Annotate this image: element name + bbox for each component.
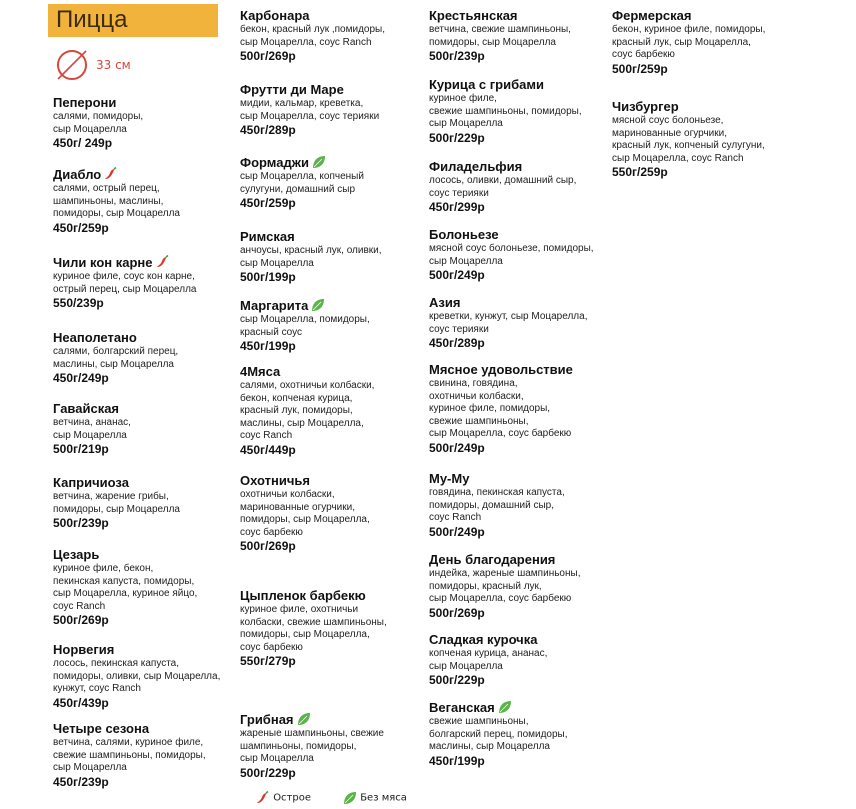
item-price: 450г/259р: [240, 196, 296, 210]
item-ingredients: бекон, копченая курица,: [240, 392, 353, 404]
item-ingredients: анчоусы, красный лук, оливки,: [240, 245, 382, 256]
menu-item: [53, 475, 238, 531]
menu-item: [240, 8, 425, 64]
item-name: Крестьянская: [429, 8, 518, 23]
item-ingredients: соус терияки: [429, 323, 489, 335]
menu-item: [429, 362, 614, 456]
item-name: Диабло: [53, 167, 102, 182]
item-ingredients: соус барбекю: [240, 641, 303, 653]
item-ingredients: куриное филе, помидоры,: [429, 403, 551, 414]
item-ingredients: говядина, пекинская капуста,: [429, 487, 565, 498]
menu-item: [429, 8, 614, 64]
item-ingredients: куриное филе,: [429, 93, 497, 104]
item-ingredients: помидоры, сыр Моцарелла,: [240, 629, 370, 640]
item-price: 450г/ 249р: [53, 136, 113, 150]
item-ingredients: красный лук, копченый сулугуни,: [612, 140, 765, 151]
item-price: 500г/229р: [240, 765, 296, 780]
item-ingredients: свинина, говядина,: [429, 378, 518, 389]
item-name: Му-Му: [429, 471, 470, 486]
item-ingredients: маринованные огурчики,: [612, 127, 727, 139]
item-price: 450г/199р: [429, 753, 485, 768]
item-price: 450г/249р: [53, 371, 109, 385]
item-ingredients: жареные шампиньоны, свежие: [240, 728, 384, 739]
item-name: Гавайская: [53, 401, 120, 416]
item-name: День благодарения: [429, 552, 556, 567]
item-ingredients: свежие шампиньоны, помидоры,: [429, 105, 582, 117]
item-price: 500г/269р: [240, 539, 296, 553]
item-price: 500г/269р: [53, 613, 109, 627]
item-ingredients: шампиньоны, помидоры,: [240, 740, 357, 752]
item-ingredients: сыр Моцарелла: [240, 257, 314, 269]
menu-item: [53, 167, 238, 236]
item-ingredients: сыр Моцарелла, соус барбекю: [429, 593, 572, 604]
item-price: 450г/199р: [240, 339, 296, 353]
item-ingredients: сыр Моцарелла: [429, 255, 503, 267]
legend-spicy-label: Острое: [273, 792, 311, 804]
legend-spicy: [256, 791, 311, 805]
item-name: Маргарита: [240, 298, 309, 313]
item-ingredients: соус терияки: [429, 187, 489, 199]
item-ingredients: сулугуни, домашний сыр: [240, 183, 356, 195]
item-ingredients: салями, острый перец,: [53, 183, 160, 194]
menu-item: [240, 82, 425, 138]
chili-pepper-icon: [156, 255, 170, 269]
item-ingredients: сыр Моцарелла, соус Ranch: [240, 36, 372, 48]
item-name: Веганская: [429, 700, 495, 715]
menu-item: [240, 298, 425, 354]
item-ingredients: сыр Моцарелла: [429, 660, 503, 672]
item-price: 550г/279р: [240, 654, 296, 668]
item-ingredients: сыр Моцарелла, соус терияки: [240, 110, 380, 122]
item-ingredients: креветки, кунжут, сыр Моцарелла,: [429, 311, 588, 322]
menu-item: [429, 77, 614, 146]
item-ingredients: бекон, куриное филе, помидоры,: [612, 24, 766, 35]
item-name: Грибная: [240, 712, 294, 727]
item-ingredients: салями, охотничьи колбаски,: [240, 380, 375, 391]
item-price: 450г/299р: [429, 200, 485, 214]
menu-item: [240, 229, 425, 285]
item-name: Карбонара: [240, 8, 310, 23]
item-ingredients: красный лук, помидоры,: [240, 405, 353, 416]
item-ingredients: помидоры, оливки, сыр Моцарелла,: [53, 670, 221, 682]
item-name: Формаджи: [240, 155, 309, 170]
item-price: 500г/219р: [53, 442, 109, 456]
pizza-size-icon: [55, 48, 89, 82]
item-ingredients: салями, болгарский перец,: [53, 346, 179, 357]
item-ingredients: кунжут, соус Ranch: [53, 683, 141, 694]
item-ingredients: лосось, оливки, домашний сыр,: [429, 175, 577, 186]
item-name: Цезарь: [53, 547, 100, 562]
item-name: Капричиоза: [53, 475, 129, 490]
item-ingredients: помидоры, сыр Моцарелла,: [240, 514, 370, 525]
item-price: 550г/259р: [612, 165, 668, 179]
item-ingredients: охотничьи колбаски,: [240, 489, 335, 500]
item-ingredients: свежие шампиньоны,: [429, 415, 529, 427]
leaf-icon: [343, 791, 357, 805]
menu-item: [53, 401, 238, 457]
item-ingredients: соус барбекю: [612, 49, 675, 60]
item-name: Четыре сезона: [53, 721, 150, 736]
item-name: Пеперони: [53, 95, 117, 110]
item-ingredients: маслины, сыр Моцарелла: [53, 358, 174, 370]
item-name: Болоньезе: [429, 227, 499, 242]
item-ingredients: колбаски, свежие шампиньоны,: [240, 616, 387, 628]
chili-pepper-icon: [256, 791, 270, 805]
menu-item: [429, 295, 614, 351]
item-price: 450г/289р: [429, 336, 485, 350]
item-name: Норвегия: [53, 642, 115, 657]
item-ingredients: помидоры, сыр Моцарелла: [53, 208, 180, 219]
item-ingredients: куриное филе, соус кон карне,: [53, 271, 195, 282]
leaf-icon: [297, 712, 311, 726]
item-ingredients: соус Ranch: [53, 600, 106, 612]
item-ingredients: сыр Моцарелла, копченый: [240, 171, 364, 182]
item-name: Мясное удовольствие: [429, 362, 573, 377]
legend-veg-label: Без мяса: [360, 792, 407, 804]
item-ingredients: мидии, кальмар, креветка,: [240, 98, 364, 109]
item-price: 500г/249р: [429, 268, 485, 282]
leaf-icon: [312, 155, 326, 169]
item-name: Азия: [429, 295, 461, 310]
menu-item: [53, 95, 238, 151]
item-ingredients: красный лук, сыр Моцарелла,: [612, 36, 751, 48]
menu-item: [53, 330, 238, 386]
menu-item: [53, 642, 238, 711]
menu-item: [429, 227, 614, 283]
item-name: Цыпленок барбекю: [240, 588, 366, 603]
item-ingredients: сыр Моцарелла: [429, 118, 503, 129]
item-price: 500г/259р: [612, 61, 668, 76]
item-ingredients: охотничьи колбаски,: [429, 390, 524, 402]
menu-item: [429, 552, 614, 621]
item-price: 500г/229р: [429, 673, 485, 687]
item-ingredients: шампиньоны, маслины,: [53, 195, 164, 207]
item-price: 500г/269р: [429, 605, 485, 620]
item-price: 500г/239р: [429, 49, 485, 63]
item-ingredients: ветчина, жарение грибы,: [53, 491, 169, 502]
chili-pepper-icon: [104, 167, 118, 181]
item-price: 500г/249р: [429, 440, 485, 455]
item-ingredients: ветчина, салями, куриное филе,: [53, 737, 204, 748]
menu-item: [53, 547, 238, 628]
item-ingredients: маслины, сыр Моцарелла: [429, 741, 550, 752]
item-ingredients: индейка, жареные шампиньоны,: [429, 568, 581, 579]
item-ingredients: свежие шампиньоны, помидоры,: [53, 749, 206, 761]
item-ingredients: копченая курица, ананас,: [429, 648, 548, 659]
item-ingredients: сыр Моцарелла, куриное яйцо,: [53, 588, 198, 599]
item-ingredients: помидоры, красный лук,: [429, 580, 542, 592]
item-name: Чизбургер: [612, 99, 679, 114]
menu-item: [53, 255, 238, 311]
item-ingredients: свежие шампиньоны,: [429, 716, 529, 727]
page-title: Пицца: [56, 6, 128, 33]
item-price: 500г/199р: [240, 270, 296, 284]
item-ingredients: куриное филе, охотничьи: [240, 604, 359, 615]
item-price: 450г/439р: [53, 695, 109, 710]
item-name: 4Мяса: [240, 364, 281, 379]
item-ingredients: ветчина, ананас,: [53, 417, 131, 428]
item-ingredients: пекинская капуста, помидоры,: [53, 575, 195, 587]
menu-item: [429, 632, 614, 688]
item-price: 500г/239р: [53, 516, 109, 530]
item-ingredients: соус Ranch: [240, 430, 293, 441]
header-bar: [48, 4, 218, 37]
item-name: Фрутти ди Маре: [240, 82, 344, 97]
menu-item: [240, 473, 425, 554]
item-price: 500г/249р: [429, 524, 485, 539]
item-ingredients: помидоры, сыр Моцарелла: [429, 36, 556, 48]
item-name: Курица с грибами: [429, 77, 544, 92]
item-ingredients: салями, помидоры,: [53, 111, 144, 122]
item-price: 550/239р: [53, 296, 104, 310]
item-ingredients: сыр Моцарелла, соус барбекю: [429, 428, 572, 439]
item-ingredients: красный соус: [240, 326, 303, 338]
item-ingredients: маринованные огурчики,: [240, 501, 355, 513]
item-ingredients: мясной соус болоньезе, помидоры,: [429, 243, 594, 254]
item-ingredients: лосось, пекинская капуста,: [53, 658, 180, 669]
item-ingredients: сыр Моцарелла, соус Ranch: [612, 152, 744, 164]
item-ingredients: сыр Моцарелла, помидоры,: [240, 314, 370, 325]
item-price: 450г/289р: [240, 123, 296, 137]
item-ingredients: сыр Моцарелла: [53, 762, 127, 773]
item-price: 500г/269р: [240, 49, 296, 63]
item-ingredients: куриное филе, бекон,: [53, 563, 154, 574]
item-ingredients: соус барбекю: [240, 526, 303, 538]
item-ingredients: болгарский перец, помидоры,: [429, 728, 568, 740]
menu-item: [429, 700, 614, 769]
item-ingredients: сыр Моцарелла: [240, 753, 314, 764]
pizza-size-label: 33 см: [96, 58, 131, 72]
item-price: 450г/449р: [240, 442, 296, 457]
item-price: 450г/259р: [53, 220, 109, 235]
item-name: Римская: [240, 229, 295, 244]
leaf-icon: [498, 700, 512, 714]
item-name: Охотничья: [240, 473, 310, 488]
menu-item: [612, 99, 797, 180]
item-name: Сладкая курочка: [429, 632, 538, 647]
item-ingredients: сыр Моцарелла: [53, 429, 127, 441]
menu-item: [53, 721, 238, 790]
item-name: Фермерская: [612, 8, 692, 23]
item-ingredients: маслины, сыр Моцарелла,: [240, 417, 364, 429]
menu-item: [429, 159, 614, 215]
item-name: Филадельфия: [429, 159, 523, 174]
menu-item: [240, 712, 425, 781]
menu-item: [612, 8, 797, 77]
item-ingredients: помидоры, сыр Моцарелла: [53, 503, 180, 515]
item-ingredients: помидоры, домашний сыр,: [429, 499, 554, 511]
menu-item: [240, 364, 425, 458]
item-name: Неаполетано: [53, 330, 137, 345]
item-ingredients: мясной соус болоньезе,: [612, 115, 724, 126]
item-price: 500г/229р: [429, 130, 485, 145]
item-price: 450г/239р: [53, 774, 109, 789]
item-ingredients: соус Ranch: [429, 512, 482, 523]
leaf-icon: [311, 298, 325, 312]
item-ingredients: бекон, красный лук ,помидоры,: [240, 24, 386, 35]
menu-item: [240, 588, 425, 669]
menu-item: [240, 155, 425, 211]
item-ingredients: сыр Моцарелла: [53, 123, 127, 135]
legend-veg: [343, 791, 407, 805]
menu-item: [429, 471, 614, 540]
item-name: Чили кон карне: [53, 255, 153, 270]
item-ingredients: ветчина, свежие шампиньоны,: [429, 24, 571, 35]
item-ingredients: острый перец, сыр Моцарелла: [53, 283, 197, 295]
